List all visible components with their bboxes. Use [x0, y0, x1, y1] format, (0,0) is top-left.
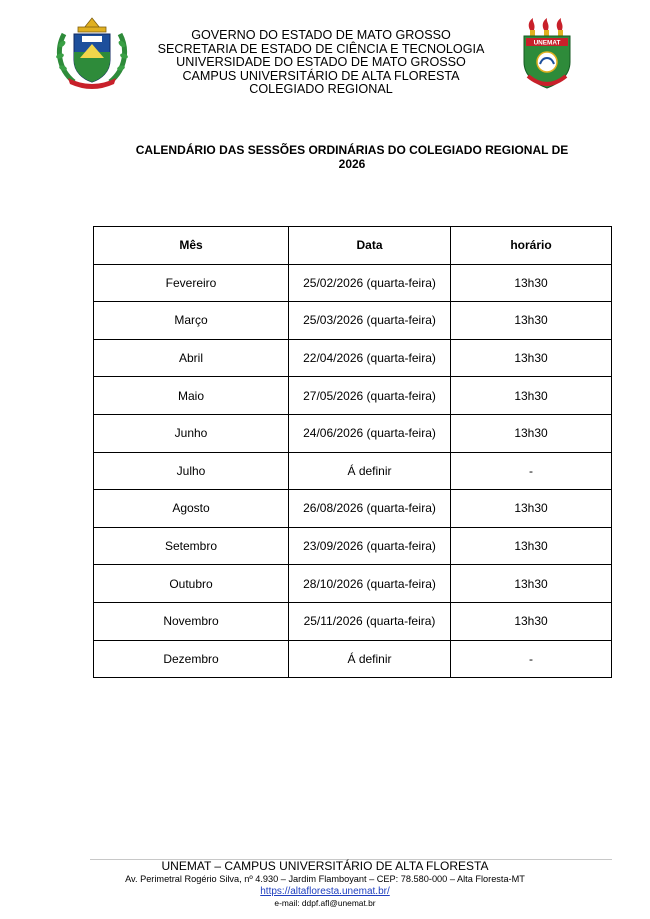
session-calendar-table: [93, 226, 612, 678]
time-cell: 13h30: [451, 565, 612, 603]
date-cell: Á definir: [289, 640, 451, 678]
month-cell: Março: [94, 302, 289, 340]
table-row: [94, 565, 612, 603]
svg-text:UNEMAT: UNEMAT: [533, 39, 561, 47]
date-cell: 24/06/2026 (quarta-feira): [289, 414, 451, 452]
date-cell: 25/03/2026 (quarta-feira): [289, 302, 451, 340]
date-cell: 25/02/2026 (quarta-feira): [289, 264, 451, 302]
time-cell: 13h30: [451, 602, 612, 640]
footer-title: UNEMAT – CAMPUS UNIVERSITÁRIO DE ALTA FLORESTA: [161, 859, 489, 873]
table-row: [94, 452, 612, 490]
date-cell: 22/04/2026 (quarta-feira): [289, 339, 451, 377]
table-row: [94, 414, 612, 452]
month-cell: Fevereiro: [94, 264, 289, 302]
month-cell: Outubro: [94, 565, 289, 603]
document-title: [120, 143, 584, 171]
date-cell: 27/05/2026 (quarta-feira): [289, 377, 451, 415]
footer-email: e-mail: ddpf.afl@unemat.br: [274, 898, 376, 908]
header-line: UNIVERSIDADE DO ESTADO DE MATO GROSSO: [176, 55, 466, 70]
table-row: [94, 527, 612, 565]
header-line: CAMPUS UNIVERSITÁRIO DE ALTA FLORESTA: [182, 68, 460, 83]
time-cell: 13h30: [451, 339, 612, 377]
table-row: [94, 339, 612, 377]
title-line: CALENDÁRIO DAS SESSÕES ORDINÁRIAS DO COLEGIADO REGIONAL DE: [135, 143, 569, 157]
table-row: [94, 602, 612, 640]
month-cell: Novembro: [94, 602, 289, 640]
date-cell: Á definir: [289, 452, 451, 490]
month-cell: Junho: [94, 414, 289, 452]
month-cell: Maio: [94, 377, 289, 415]
column-header-time: horário: [451, 227, 612, 265]
time-cell: 13h30: [451, 377, 612, 415]
date-cell: 26/08/2026 (quarta-feira): [289, 490, 451, 528]
column-header-month: Mês: [94, 227, 289, 265]
time-cell: 13h30: [451, 527, 612, 565]
date-cell: 23/09/2026 (quarta-feira): [289, 527, 451, 565]
date-cell: 28/10/2026 (quarta-feira): [289, 565, 451, 603]
footer-address: Av. Perimetral Rogério Silva, nº 4.930 – Jardim Flamboyant – CEP: 78.580-000 – Alta Floresta-MT: [125, 874, 525, 884]
mato-grosso-coat-of-arms-icon: [54, 14, 130, 92]
header-line: SECRETARIA DE ESTADO DE CIÊNCIA E TECNOLOGIA: [157, 41, 485, 56]
month-cell: Abril: [94, 339, 289, 377]
time-cell: 13h30: [451, 264, 612, 302]
time-cell: -: [451, 452, 612, 490]
table-row: [94, 640, 612, 678]
footer-link-container: [0, 886, 650, 897]
time-cell: -: [451, 640, 612, 678]
month-cell: Agosto: [94, 490, 289, 528]
date-cell: 25/11/2026 (quarta-feira): [289, 602, 451, 640]
time-cell: 13h30: [451, 414, 612, 452]
month-cell: Setembro: [94, 527, 289, 565]
time-cell: 13h30: [451, 302, 612, 340]
table-row: [94, 264, 612, 302]
table-row: [94, 377, 612, 415]
unemat-seal-icon: [518, 18, 576, 92]
header-line: GOVERNO DO ESTADO DE MATO GROSSO: [191, 28, 451, 42]
time-cell: 13h30: [451, 490, 612, 528]
institution-header: [140, 29, 502, 97]
title-line: 2026: [338, 157, 366, 171]
table-row: [94, 490, 612, 528]
month-cell: Julho: [94, 452, 289, 490]
table-row: [94, 302, 612, 340]
column-header-date: Data: [289, 227, 451, 265]
website-link[interactable]: https://altafloresta.unemat.br/: [260, 886, 390, 897]
header-line: COLEGIADO REGIONAL: [249, 82, 393, 97]
table-header-row: [94, 227, 612, 265]
month-cell: Dezembro: [94, 640, 289, 678]
